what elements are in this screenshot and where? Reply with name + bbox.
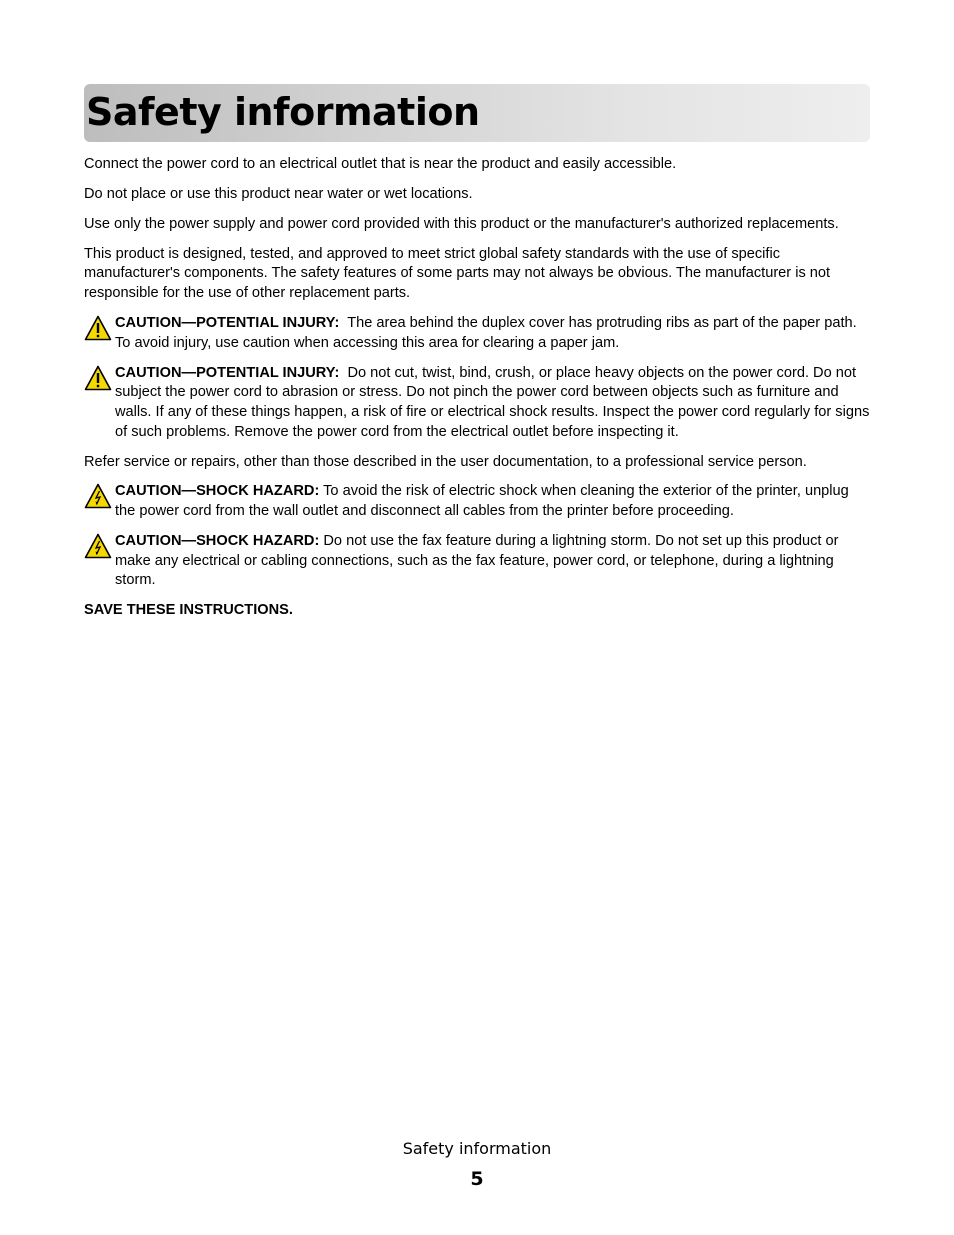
caution-text: Do not use the fax feature during a lightning storm. Do not set up this product or make any electrical or cabling connections, such as the fax feature, power cord, or telephone, during a lightning storm. <box>115 533 839 589</box>
caution-duplex-cover <box>84 314 870 353</box>
document-body <box>84 155 870 621</box>
caution-power-cord <box>84 364 870 443</box>
caution-text: Do not cut, twist, bind, crush, or place heavy objects on the power cord. Do not subject the power cord to abrasion or stress. Do not pinch the power cord between objects such as furniture and walls. If any of these things happen, a risk of fire or electrical shock results. Inspect the power cord regularly for signs of such problems. Remove the power cord from the electrical outlet before inspecting it. <box>115 364 870 440</box>
caution-text: The area behind the duplex cover has protruding ribs as part of the paper path. To avoid injury, use caution when accessing this area for clearing a paper jam. <box>115 314 857 351</box>
paragraph-power-outlet: Connect the power cord to an electrical outlet that is near the product and easily accessible. <box>84 156 677 172</box>
paragraph-service: Refer service or repairs, other than those described in the user documentation, to a professional service person. <box>84 453 807 470</box>
shock-hazard-icon <box>84 533 112 559</box>
warning-icon <box>84 365 112 391</box>
save-instructions: SAVE THESE INSTRUCTIONS. <box>84 602 293 619</box>
caution-label: CAUTION—SHOCK HAZARD: <box>115 533 320 550</box>
page-number: 5 <box>470 1168 484 1190</box>
paragraph-power-supply: Use only the power supply and power cord provided with this product or the manufacturer's authorized replacements. <box>84 215 839 232</box>
caution-label: CAUTION—POTENTIAL INJURY: <box>115 314 340 331</box>
paragraph-safety-standards: This product is designed, tested, and approved to meet strict global safety standards with the use of specific manufacturer's components. The safety features of some parts may not always be obvious. The manufacturer is not responsible for the use of other replacement parts. <box>84 245 831 302</box>
paragraph-water: Do not place or use this product near water or wet locations. <box>84 185 473 202</box>
shock-hazard-icon <box>84 483 112 509</box>
caution-shock-lightning <box>84 532 870 591</box>
footer-section-title: Safety information <box>402 1139 552 1158</box>
caution-text: To avoid the risk of electric shock when cleaning the exterior of the printer, unplug the power cord from the wall outlet and disconnect all cables from the printer before proceeding. <box>115 483 849 520</box>
caution-label: CAUTION—SHOCK HAZARD: <box>115 483 320 500</box>
caution-shock-cleaning <box>84 482 870 521</box>
page-title: Safety information <box>86 90 480 134</box>
warning-icon <box>84 315 112 341</box>
caution-label: CAUTION—POTENTIAL INJURY: <box>115 364 340 381</box>
